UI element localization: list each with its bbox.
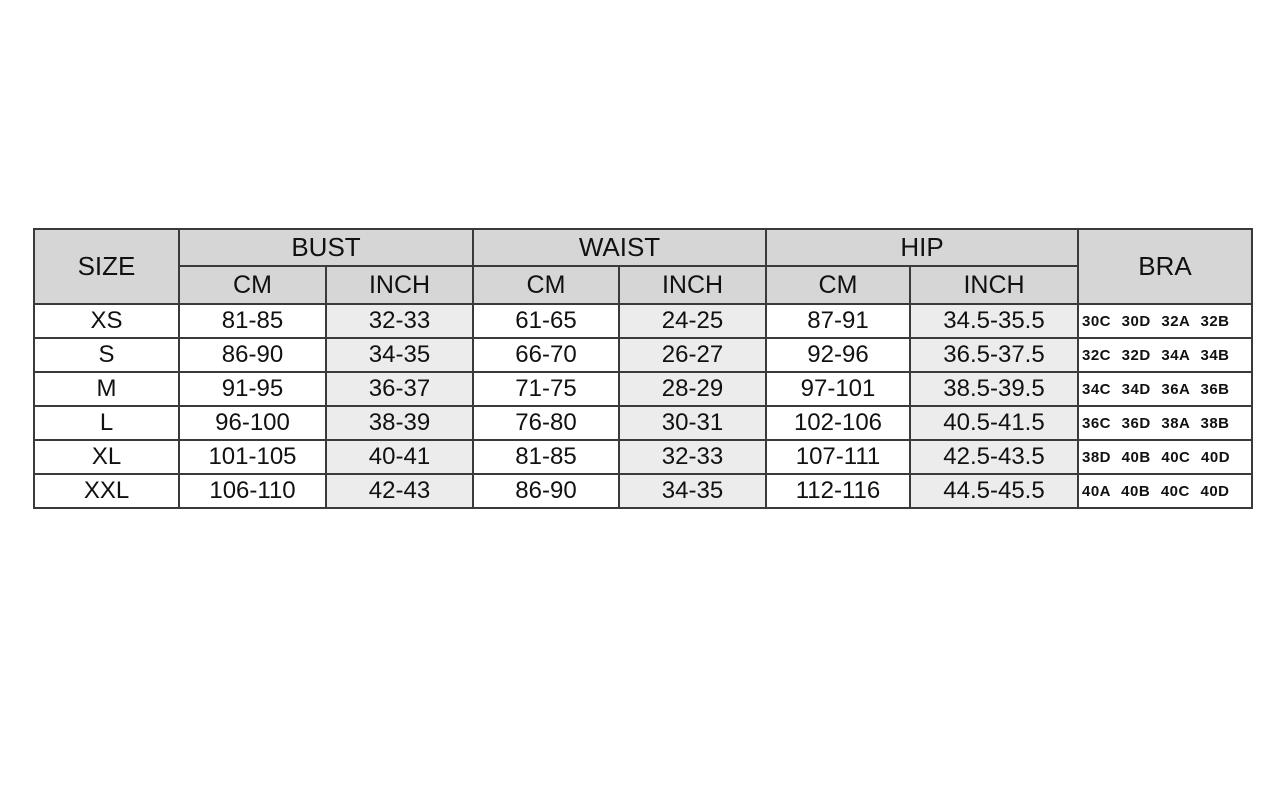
waist-inch-cell: 26-27: [619, 338, 766, 372]
hip-cm-cell: 97-101: [766, 372, 910, 406]
size-cell: XXL: [34, 474, 179, 508]
bust-cm-cell: 81-85: [179, 304, 326, 338]
waist-inch-cell: 34-35: [619, 474, 766, 508]
hip-group-header: HIP: [766, 229, 1078, 266]
size-cell: S: [34, 338, 179, 372]
waist-inch-cell: 24-25: [619, 304, 766, 338]
bust-group-header: BUST: [179, 229, 473, 266]
hip-inch-cell: 44.5-45.5: [910, 474, 1078, 508]
table-row: [34, 304, 1252, 338]
waist-cm-cell: 86-90: [473, 474, 619, 508]
waist-inch-cell: 30-31: [619, 406, 766, 440]
bra-cell: 30C 30D 32A 32B: [1078, 304, 1252, 338]
bra-column-header: BRA: [1078, 229, 1252, 304]
waist-inch-cell: 28-29: [619, 372, 766, 406]
waist-group-header: WAIST: [473, 229, 766, 266]
hip-cm-header: CM: [766, 266, 910, 304]
size-chart-table: [33, 228, 1253, 509]
hip-cm-cell: 102-106: [766, 406, 910, 440]
hip-inch-cell: 38.5-39.5: [910, 372, 1078, 406]
hip-inch-cell: 42.5-43.5: [910, 440, 1078, 474]
header-unit-row: [34, 266, 1252, 304]
table-header: [34, 229, 1252, 304]
table-row: [34, 440, 1252, 474]
bust-cm-cell: 91-95: [179, 372, 326, 406]
bust-cm-cell: 86-90: [179, 338, 326, 372]
bra-cell: 38D 40B 40C 40D: [1078, 440, 1252, 474]
bra-cell: 36C 36D 38A 38B: [1078, 406, 1252, 440]
bust-inch-cell: 34-35: [326, 338, 473, 372]
hip-inch-cell: 34.5-35.5: [910, 304, 1078, 338]
bra-cell: 40A 40B 40C 40D: [1078, 474, 1252, 508]
table-row: [34, 372, 1252, 406]
hip-inch-cell: 40.5-41.5: [910, 406, 1078, 440]
bra-cell: 32C 32D 34A 34B: [1078, 338, 1252, 372]
hip-cm-cell: 107-111: [766, 440, 910, 474]
header-group-row: [34, 229, 1252, 266]
bust-cm-cell: 101-105: [179, 440, 326, 474]
hip-cm-cell: 92-96: [766, 338, 910, 372]
bust-inch-cell: 36-37: [326, 372, 473, 406]
table-row: [34, 406, 1252, 440]
waist-cm-cell: 81-85: [473, 440, 619, 474]
size-cell: XL: [34, 440, 179, 474]
size-cell: XS: [34, 304, 179, 338]
bust-cm-cell: 96-100: [179, 406, 326, 440]
size-column-header: SIZE: [34, 229, 179, 304]
bust-inch-cell: 32-33: [326, 304, 473, 338]
table-row: [34, 474, 1252, 508]
waist-cm-cell: 71-75: [473, 372, 619, 406]
hip-cm-cell: 112-116: [766, 474, 910, 508]
bust-cm-cell: 106-110: [179, 474, 326, 508]
bust-inch-cell: 42-43: [326, 474, 473, 508]
bust-inch-header: INCH: [326, 266, 473, 304]
hip-cm-cell: 87-91: [766, 304, 910, 338]
table-body: [34, 304, 1252, 508]
waist-cm-cell: 66-70: [473, 338, 619, 372]
bust-inch-cell: 40-41: [326, 440, 473, 474]
hip-inch-header: INCH: [910, 266, 1078, 304]
waist-cm-header: CM: [473, 266, 619, 304]
size-cell: L: [34, 406, 179, 440]
waist-inch-header: INCH: [619, 266, 766, 304]
table-row: [34, 338, 1252, 372]
waist-cm-cell: 61-65: [473, 304, 619, 338]
bra-cell: 34C 34D 36A 36B: [1078, 372, 1252, 406]
waist-cm-cell: 76-80: [473, 406, 619, 440]
bust-inch-cell: 38-39: [326, 406, 473, 440]
size-cell: M: [34, 372, 179, 406]
waist-inch-cell: 32-33: [619, 440, 766, 474]
bust-cm-header: CM: [179, 266, 326, 304]
hip-inch-cell: 36.5-37.5: [910, 338, 1078, 372]
